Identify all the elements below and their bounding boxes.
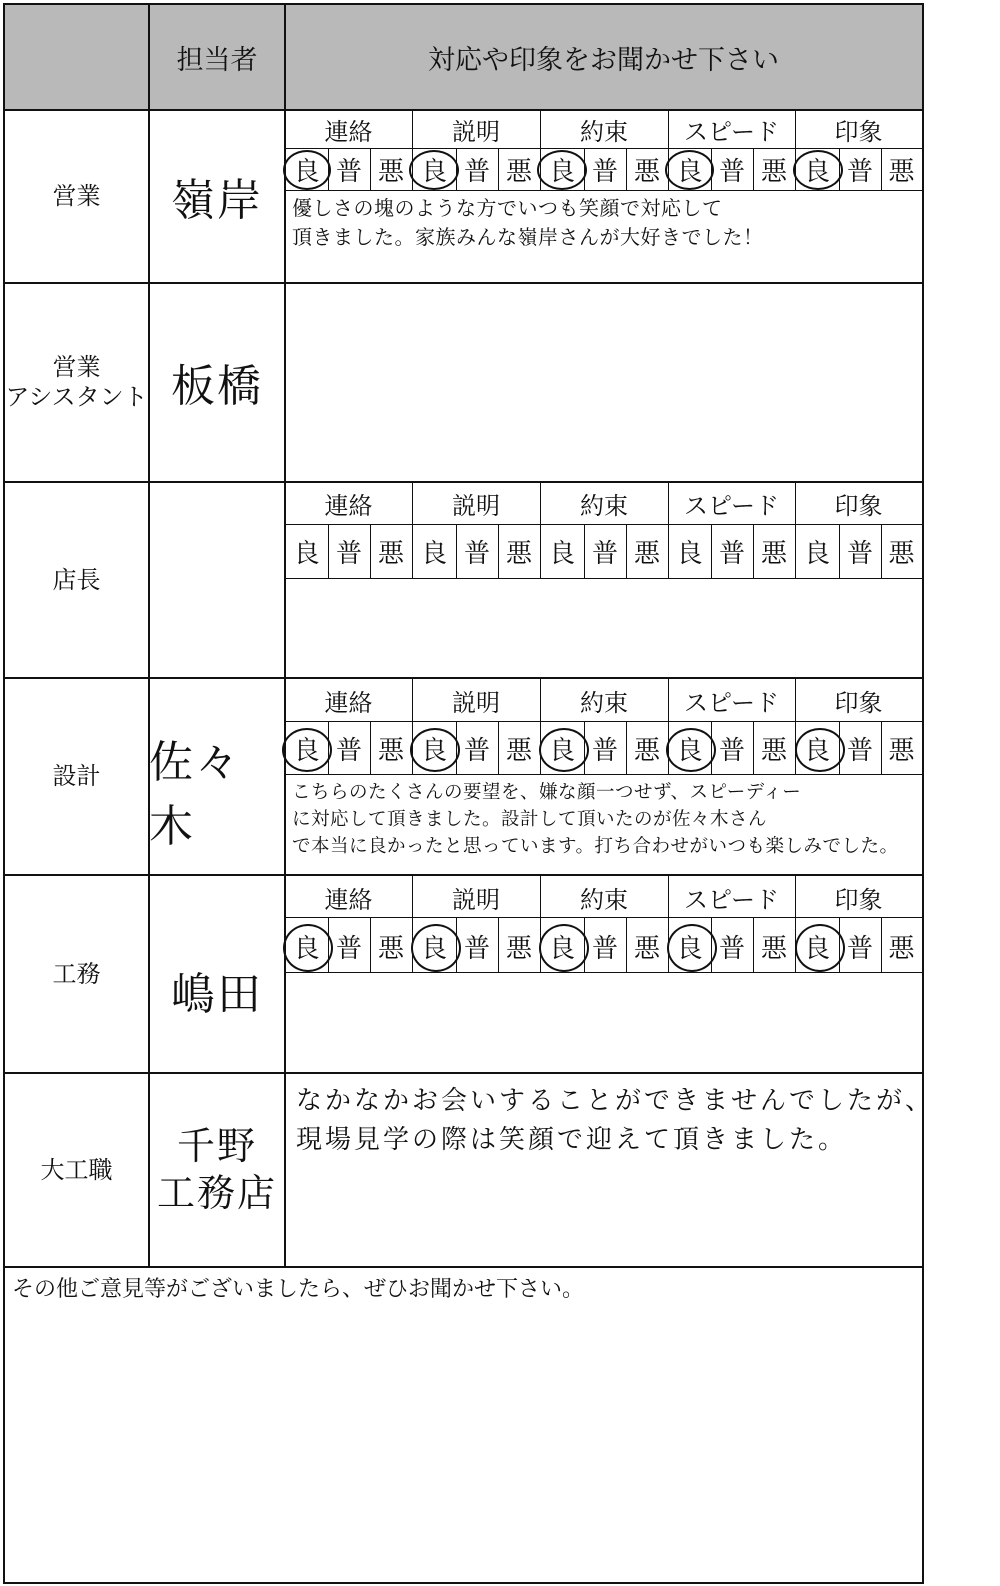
category-impression: 印象 [834,491,883,520]
rating-good[interactable]: 良 [293,735,320,766]
selection-circle [410,728,460,772]
grid-line [4,1266,924,1268]
rating-good[interactable]: 良 [548,156,575,187]
rating-good[interactable]: 良 [293,538,320,569]
rating-normal[interactable]: 普 [718,156,745,187]
rating-good[interactable]: 良 [803,538,830,569]
selection-circle [666,728,716,772]
role-carpenter: 大工職 [40,1155,113,1184]
role-construction: 工務 [52,959,101,988]
selection-circle [537,150,587,190]
category-contact: 連絡 [324,491,373,520]
role-line: 営業 [52,353,101,381]
rating-good[interactable]: 良 [803,156,830,187]
rating-good[interactable]: 良 [676,933,703,964]
category-explanation: 説明 [452,885,500,914]
person-line: 工務店 [156,1171,277,1215]
rating-bad[interactable]: 悪 [505,735,532,766]
selection-circle [793,150,843,190]
category-speed: スピード [683,885,780,914]
grid-line [285,721,922,722]
role-manager: 店長 [52,565,101,594]
rating-normal[interactable]: 普 [591,156,618,187]
rating-good[interactable]: 良 [420,538,447,569]
rating-normal[interactable]: 普 [591,933,618,964]
rating-bad[interactable]: 悪 [505,538,532,569]
comment-sales: 優しさの塊のような方でいつも笑顔で対応して 頂きました。家族みんな嶺岸さんが大好きでした！ [292,196,764,249]
comment-design: こちらのたくさんの要望を、嫌な顔一つせず、スピーディー に対応して頂きました。設計して頂いたのが佐々木さん で本当に良かったと思っています。打ち合わせがいつも楽しみでした。 [292,782,899,857]
selection-circle [539,924,589,972]
person-sales-assistant: 板橋 [171,361,263,412]
grid-line [285,972,922,973]
selection-circle [795,728,845,772]
rating-bad[interactable]: 悪 [633,538,660,569]
rating-normal[interactable]: 普 [463,538,490,569]
rating-normal[interactable]: 普 [718,538,745,569]
rating-bad[interactable]: 悪 [760,933,787,964]
person-sales: 嶺岸 [171,175,263,226]
rating-bad[interactable]: 悪 [888,735,915,766]
role-design: 設計 [52,762,101,790]
selection-circle [539,728,589,772]
rating-good[interactable]: 良 [803,735,830,766]
rating-bad[interactable]: 悪 [633,156,660,187]
category-promise: 約束 [580,491,628,520]
other-comments-prompt: その他ご意見等がございましたら、ぜひお聞かせ下さい。 [12,1277,585,1302]
rating-good[interactable]: 良 [548,538,575,569]
person-carpenter [149,1090,285,1250]
rating-normal[interactable]: 普 [463,933,490,964]
category-promise: 約束 [580,885,628,914]
category-promise: 約束 [580,117,628,146]
category-speed: スピード [683,688,780,717]
grid-line [285,774,922,775]
grid-line [285,917,922,918]
category-impression: 印象 [834,688,883,717]
rating-bad[interactable]: 悪 [760,538,787,569]
rating-normal[interactable]: 普 [463,735,490,766]
role-sales-assistant [4,283,149,481]
grid-line [285,524,922,525]
role-sales: 営業 [52,182,101,210]
rating-good[interactable]: 良 [293,156,320,187]
rating-bad[interactable]: 悪 [377,735,404,766]
rating-bad[interactable]: 悪 [505,933,532,964]
rating-bad[interactable]: 悪 [888,933,915,964]
rating-normal[interactable]: 普 [335,156,362,187]
rating-normal[interactable]: 普 [463,156,490,187]
rating-bad[interactable]: 悪 [760,735,787,766]
selection-circle [283,924,333,972]
grid-line [4,1582,924,1584]
selection-circle [409,150,459,190]
selection-circle [795,924,845,972]
rating-good[interactable]: 良 [420,156,447,187]
rating-normal[interactable]: 普 [718,933,745,964]
category-explanation: 説明 [452,117,500,146]
rating-bad[interactable]: 悪 [377,538,404,569]
response-column-header: 対応や印象をお聞かせ下さい [428,44,779,76]
category-explanation: 説明 [452,688,500,717]
rating-bad[interactable]: 悪 [633,933,660,964]
role-line: アシスタント [5,383,148,411]
rating-normal[interactable]: 普 [846,156,873,187]
rating-good[interactable]: 良 [676,735,703,766]
rating-bad[interactable]: 悪 [888,538,915,569]
rating-good[interactable]: 良 [548,735,575,766]
selection-circle [411,924,461,972]
rating-normal[interactable]: 普 [335,538,362,569]
rating-good[interactable]: 良 [420,933,447,964]
category-contact: 連絡 [324,117,373,146]
person-column-header: 担当者 [176,44,258,76]
rating-good[interactable]: 良 [548,933,575,964]
grid-line [285,190,922,191]
comment-carpenter: なかなかお会いすることができませんでしたが、 現場見学の際は笑顔で迎えて頂きました。 [296,1086,935,1155]
rating-good[interactable]: 良 [676,156,703,187]
rating-good[interactable]: 良 [676,538,703,569]
selection-circle [282,728,332,772]
person-design: 佐々木 [149,737,241,852]
category-explanation: 説明 [452,491,500,520]
person-construction: 嶋田 [171,969,263,1020]
category-impression: 印象 [834,885,883,914]
grid-line [4,3,924,5]
rating-bad[interactable]: 悪 [377,156,404,187]
category-contact: 連絡 [324,885,373,914]
rating-normal[interactable]: 普 [846,933,873,964]
rating-normal[interactable]: 普 [591,538,618,569]
category-impression: 印象 [834,117,883,146]
other-comments-area[interactable] [8,1304,918,1578]
rating-bad[interactable]: 悪 [505,156,532,187]
selection-circle [283,150,331,190]
category-speed: スピード [683,491,780,520]
rating-normal[interactable]: 普 [591,735,618,766]
rating-normal[interactable]: 普 [846,735,873,766]
rating-good[interactable]: 良 [420,735,447,766]
grid-line [285,578,922,579]
person-line: 千野 [176,1123,257,1168]
rating-normal[interactable]: 普 [335,735,362,766]
rating-normal[interactable]: 普 [846,538,873,569]
rating-good[interactable]: 良 [803,933,830,964]
selection-circle [665,150,714,190]
category-promise: 約束 [580,688,628,717]
rating-bad[interactable]: 悪 [760,156,787,187]
rating-bad[interactable]: 悪 [888,156,915,187]
category-contact: 連絡 [324,688,373,717]
rating-normal[interactable]: 普 [335,933,362,964]
rating-good[interactable]: 良 [293,933,320,964]
selection-circle [667,924,717,972]
rating-bad[interactable]: 悪 [377,933,404,964]
rating-normal[interactable]: 普 [718,735,745,766]
rating-bad[interactable]: 悪 [633,735,660,766]
category-speed: スピード [683,117,780,146]
